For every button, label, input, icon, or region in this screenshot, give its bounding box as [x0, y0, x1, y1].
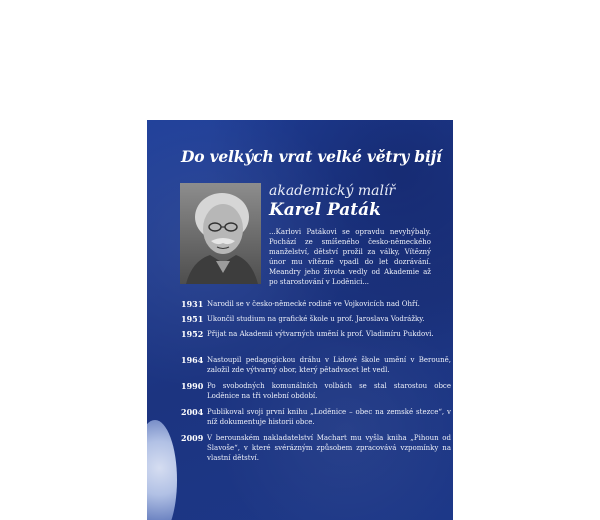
timeline-text: Narodil se v česko-německé rodině ve Vojkovicích nad Ohří.: [207, 300, 420, 308]
timeline-year: 1990: [181, 381, 204, 391]
author-intro-text: ...Karlovi Patákovi se opravdu nevyhýbaly. Pochází ze smíšeného česko-německého manželství, dětství prožil za války, Vítězný únor mu vítězně vpadl do let dozrávání. Meandry jeho života vedly od Akademie až po starostování v Loděnici...: [269, 228, 431, 286]
timeline-text: Po svobodných komunálních volbách se stal starostou obce Loděnice na tři volební období.: [207, 382, 451, 400]
timeline-text: Publikoval svoji první knihu „Loděnice – obec na zemské stezce“, v níž dokumentuje historii obce.: [207, 408, 451, 426]
timeline-year: 1951: [181, 314, 204, 324]
timeline-year: 1964: [181, 355, 204, 365]
author-occupation: akademický malíř: [269, 183, 396, 199]
author-name: Karel Paták: [269, 200, 381, 220]
timeline-year: 2004: [181, 407, 204, 417]
timeline-text: Ukončil studium na grafické škole u prof. Jaroslava Vodrážky.: [207, 315, 425, 323]
book-cover-card: [147, 120, 453, 520]
timeline-text: Nastoupil pedagogickou dráhu v Lidové škole umění v Berouně, založil zde výtvarný obor, který pětadvacet let vedl.: [207, 356, 451, 374]
timeline-year: 1952: [181, 329, 204, 339]
author-portrait-photo: [180, 183, 261, 284]
timeline-year: 1931: [181, 299, 204, 309]
timeline-year: 2009: [181, 433, 204, 443]
timeline-text: Přijat na Akademii výtvarných umění k prof. Vladimíru Pukdovi.: [207, 330, 434, 338]
card-title: Do velkých vrat velké větry bijí: [181, 147, 442, 166]
timeline-text: V berounském nakladatelství Machart mu vyšla kniha „Pihoun od Slavoše“, v které svérázným způsobem zpracovává vzpomínky na vlastní dětství.: [207, 434, 451, 462]
decorative-flower-shape: [147, 420, 177, 520]
